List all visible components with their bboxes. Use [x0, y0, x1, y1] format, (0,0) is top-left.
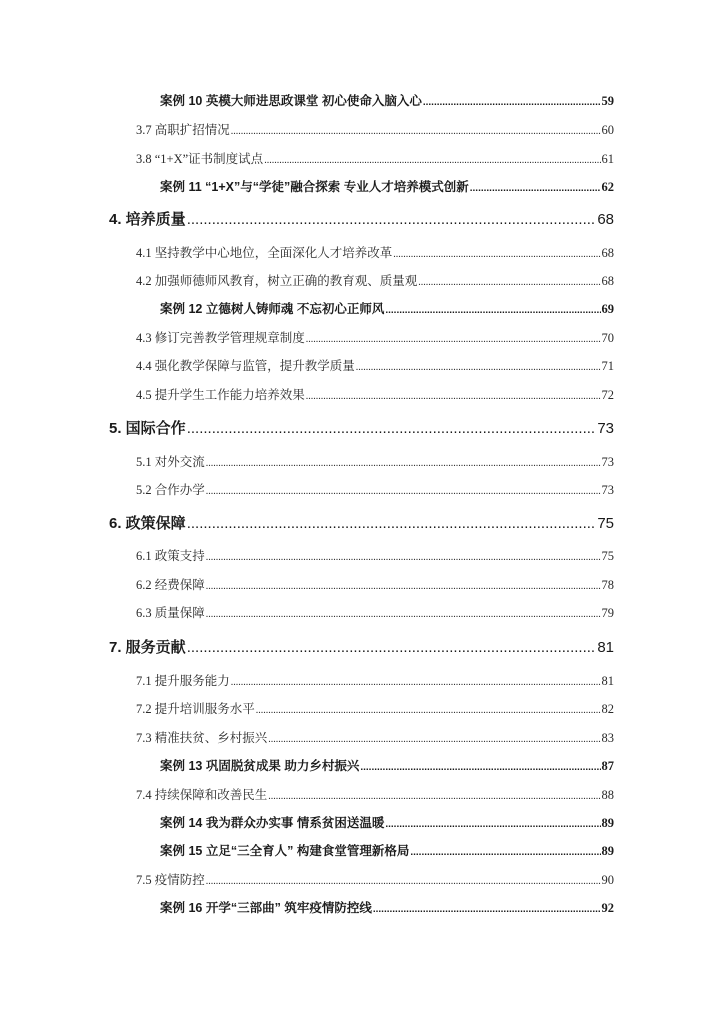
- toc-entry-page: 88: [601, 788, 614, 802]
- toc-entry-label: 4.4 强化教学保障与监管，提升教学质量: [136, 359, 355, 373]
- toc-entry-label: 3.7 高职扩招情况: [136, 123, 230, 137]
- toc-entry-label: 6.1 政策支持: [136, 549, 205, 563]
- toc-entry-case-12[interactable]: [160, 303, 614, 316]
- toc-entry-label: 5.1 对外交流: [136, 455, 205, 469]
- toc-entry-7-4[interactable]: [136, 789, 614, 802]
- toc-entry-6-2[interactable]: [136, 579, 614, 592]
- toc-entry-label: 3.8 “1+X”证书制度试点: [136, 152, 264, 166]
- toc-entry-page: 68: [601, 274, 614, 288]
- toc-entry-page: 78: [601, 578, 614, 592]
- toc-entry-case-14[interactable]: [160, 817, 614, 830]
- toc-entry-label: 7.4 持续保障和改善民生: [136, 788, 268, 802]
- toc-entry-page: 72: [601, 388, 614, 402]
- toc-entry-case-16[interactable]: [160, 902, 614, 915]
- toc-entry-label: 案例 16 开学“三部曲” 筑牢疫情防控线: [160, 901, 372, 915]
- toc-entry-page: 89: [601, 844, 614, 858]
- toc-entry-label: 案例 13 巩固脱贫成果 助力乡村振兴: [160, 759, 360, 773]
- toc-entry-4-2[interactable]: [136, 275, 614, 288]
- toc-entry-label: 7.3 精准扶贫、乡村振兴: [136, 731, 268, 745]
- dot-leader: [187, 421, 597, 436]
- toc-entry-page: 75: [597, 515, 614, 532]
- toc-entry-5[interactable]: [109, 421, 614, 436]
- dot-leader: [231, 127, 601, 137]
- toc-entry-page: 81: [597, 639, 614, 656]
- toc-entry-page: 83: [601, 731, 614, 745]
- toc-entry-case-10[interactable]: [160, 95, 614, 108]
- toc-entry-page: 68: [597, 211, 614, 228]
- toc-entry-4[interactable]: [109, 212, 614, 227]
- dot-leader: [385, 820, 600, 830]
- toc-entry-page: 60: [601, 123, 614, 137]
- toc-entry-label: 案例 14 我为群众办实事 情系贫困送温暖: [160, 816, 385, 830]
- toc-entry-7-1[interactable]: [136, 675, 614, 688]
- toc-entry-page: 82: [601, 702, 614, 716]
- toc-entry-label: 6.2 经费保障: [136, 578, 205, 592]
- toc-entry-page: 73: [597, 420, 614, 437]
- toc-entry-7[interactable]: [109, 640, 614, 655]
- dot-leader: [306, 335, 601, 345]
- toc-entry-4-3[interactable]: [136, 332, 614, 345]
- toc-entry-page: 81: [601, 674, 614, 688]
- dot-leader: [373, 905, 601, 915]
- dot-leader: [385, 306, 600, 316]
- dot-leader: [206, 487, 601, 497]
- toc-entry-7-2[interactable]: [136, 703, 614, 716]
- dot-leader: [206, 459, 601, 469]
- dot-leader: [268, 792, 600, 802]
- dot-leader: [470, 184, 601, 194]
- dot-leader: [231, 678, 601, 688]
- toc-entry-page: 87: [601, 759, 614, 773]
- toc-entry-page: 68: [601, 246, 614, 260]
- dot-leader: [423, 98, 601, 108]
- toc-entry-label: 4.3 修订完善教学管理规章制度: [136, 331, 305, 345]
- toc-entry-label: 案例 12 立德树人铸师魂 不忘初心正师风: [160, 302, 385, 316]
- toc-entry-page: 69: [601, 302, 614, 316]
- toc-entry-3-7[interactable]: [136, 124, 614, 137]
- dot-leader: [393, 250, 600, 260]
- toc-entry-label: 案例 10 英模大师进思政课堂 初心使命入脑入心: [160, 94, 422, 108]
- toc-entry-page: 73: [601, 455, 614, 469]
- toc-entry-label: 案例 15 立足“三全育人” 构建食堂管理新格局: [160, 844, 410, 858]
- toc-entry-label: 7.5 疫情防控: [136, 873, 205, 887]
- toc-entry-label: 6.3 质量保障: [136, 606, 205, 620]
- toc-entry-page: 59: [601, 94, 614, 108]
- toc-entry-7-5[interactable]: [136, 874, 614, 887]
- toc-entry-3-8[interactable]: [136, 153, 614, 166]
- dot-leader: [306, 392, 601, 402]
- dot-leader: [187, 640, 597, 655]
- toc-entry-4-1[interactable]: [136, 247, 614, 260]
- toc-entry-label: 4. 培养质量: [109, 211, 186, 228]
- dot-leader: [206, 610, 601, 620]
- toc-entry-page: 92: [601, 901, 614, 915]
- toc-entry-case-13[interactable]: [160, 760, 614, 773]
- toc-entry-page: 79: [601, 606, 614, 620]
- dot-leader: [206, 582, 601, 592]
- toc-entry-label: 案例 11 “1+X”与“学徒”融合探索 专业人才培养模式创新: [160, 180, 469, 194]
- toc-entry-page: 89: [601, 816, 614, 830]
- toc-entry-6[interactable]: [109, 516, 614, 531]
- toc-entry-5-2[interactable]: [136, 484, 614, 497]
- toc-entry-case-11[interactable]: [160, 181, 614, 194]
- toc-entry-page: 71: [601, 359, 614, 373]
- dot-leader: [356, 363, 601, 373]
- toc-entry-page: 75: [601, 549, 614, 563]
- toc-entry-label: 6. 政策保障: [109, 515, 186, 532]
- dot-leader: [187, 212, 597, 227]
- toc-entry-4-5[interactable]: [136, 389, 614, 402]
- toc-entry-case-15[interactable]: [160, 845, 614, 858]
- toc-entry-label: 7.1 提升服务能力: [136, 674, 230, 688]
- toc-entry-label: 7.2 提升培训服务水平: [136, 702, 255, 716]
- toc-entry-label: 4.5 提升学生工作能力培养效果: [136, 388, 305, 402]
- dot-leader: [206, 553, 601, 563]
- toc-entry-label: 5.2 合作办学: [136, 483, 205, 497]
- dot-leader: [256, 706, 601, 716]
- dot-leader: [410, 848, 600, 858]
- dot-leader: [206, 877, 601, 887]
- toc-entry-page: 61: [601, 152, 614, 166]
- toc-entry-label: 7. 服务贡献: [109, 639, 186, 656]
- toc-entry-6-1[interactable]: [136, 550, 614, 563]
- toc-entry-7-3[interactable]: [136, 732, 614, 745]
- toc-entry-page: 90: [601, 873, 614, 887]
- toc-entry-page: 62: [601, 180, 614, 194]
- dot-leader: [418, 278, 600, 288]
- dot-leader: [268, 735, 600, 745]
- toc-entry-page: 70: [601, 331, 614, 345]
- toc-entry-6-3[interactable]: [136, 607, 614, 620]
- toc-entry-page: 73: [601, 483, 614, 497]
- toc-entry-label: 4.2 加强师德师风教育，树立正确的教育观、质量观: [136, 274, 418, 288]
- toc-entry-4-4[interactable]: [136, 360, 614, 373]
- dot-leader: [264, 156, 600, 166]
- dot-leader: [360, 763, 600, 773]
- toc-entry-label: 4.1 坚持教学中心地位，全面深化人才培养改革: [136, 246, 393, 260]
- dot-leader: [187, 516, 597, 531]
- toc-entry-5-1[interactable]: [136, 456, 614, 469]
- toc-entry-label: 5. 国际合作: [109, 420, 186, 437]
